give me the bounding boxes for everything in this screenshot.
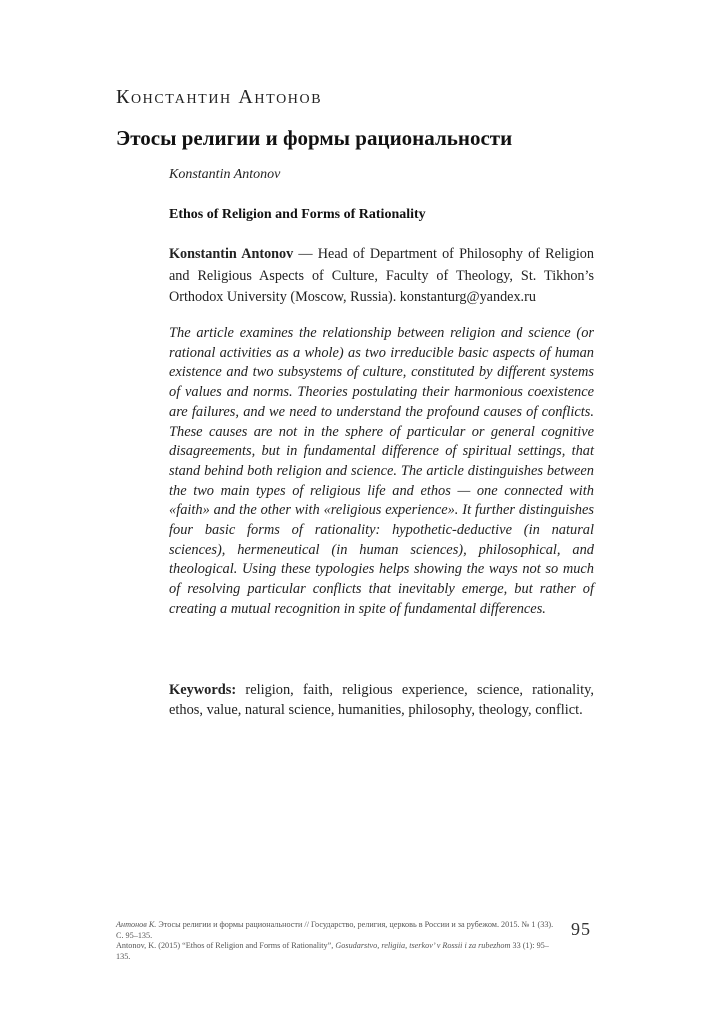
- keywords: [169, 680, 594, 720]
- keywords-label: Keywords:: [169, 682, 237, 698]
- bio-author-name: Konstantin Antonov: [169, 246, 294, 262]
- article-title-ru: Этосы религии и формы рациональности: [116, 126, 513, 150]
- citation-ru-text: Этосы религии и формы рациональности // Государство, религия, церковь в России и за рубежом. 2015. № 1 (33). С. 95–135.: [116, 920, 554, 940]
- citation-en-suffix: 33 (1): 95–135.: [116, 941, 549, 961]
- article-title-en: Ethos of Religion and Forms of Rationality: [169, 207, 426, 222]
- abstract: The article examines the relationship between religion and science (or rational activities as a whole) as two irreducible basic aspects of human existence and two subsystems of culture, constituted by different systems of values and norms. Theories postulating their harmonious coexistence are failures, and we need to understand the profound causes of conflicts. These causes are not in the sphere of particular or general cognitive disagreements, but in fundamental difference of spiritual settings, that stand behind both religion and science. The article distinguishes between the two main types of religious life and ethos — one connected with «faith» and the other with «religious experience». It further distinguishes four basic forms of rationality: hypothetic-deductive (in natural sciences), hermeneutical (in human sciences), philosophical, and theological. Using these typologies helps showing the ways not so much of resolving particular conflicts that inevitably emerge, but rather of creating a mutual recognition in spite of fundamental differences.: [169, 325, 594, 617]
- citation-ru-author: Антонов К.: [116, 920, 157, 929]
- citation-en: [116, 941, 558, 962]
- citation-en-prefix: Antonov, K. (2015) “Ethos of Religion and Forms of Rationality”,: [116, 941, 336, 951]
- keywords-text: religion, faith, religious experience, science, rationality, ethos, value, natural science, humanities, philosophy, theology, conflict.: [169, 682, 594, 718]
- citation-en-journal: Gosudarstvo, religiia, tserkov’ v Rossii i za rubezhom: [335, 941, 511, 951]
- author-name-ru: Константин Антонов: [116, 86, 323, 108]
- citation-footer: [116, 920, 558, 962]
- author-bio: [169, 244, 594, 309]
- page-number: 95: [571, 919, 591, 939]
- citation-ru: [116, 920, 558, 941]
- author-name-en: Konstantin Antonov: [169, 167, 281, 182]
- bio-text: — Head of Department of Philosophy of Religion and Religious Aspects of Culture, Faculty of Theology, St. Tikhon’s Orthodox University (Moscow, Russia). konstanturg@yandex.ru: [169, 246, 594, 305]
